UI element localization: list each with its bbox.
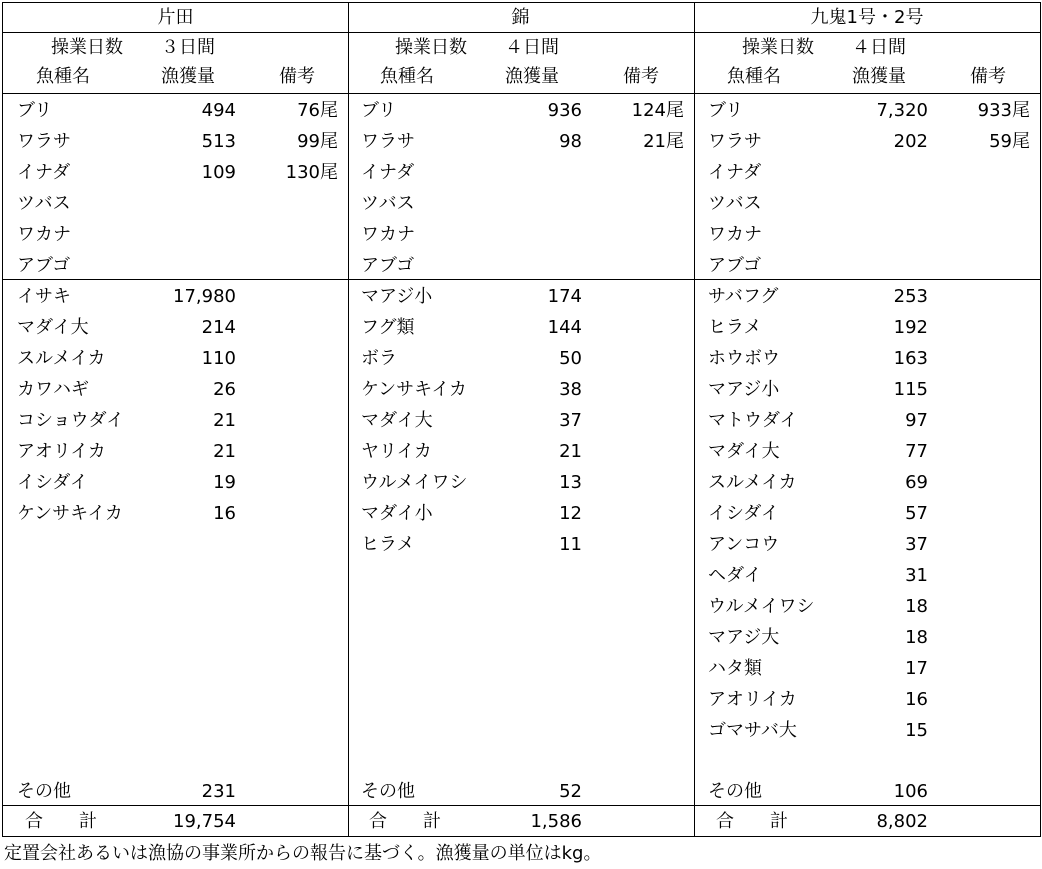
species-name: マアジ小 [708,379,780,400]
catch-amount: 494 [201,100,236,121]
catch-amount: 21 [559,441,582,462]
column-header-note: 備考 [623,66,659,87]
other-row [347,776,694,807]
catch-amount: 13 [559,472,582,493]
table-row [3,312,348,343]
species-name: ワカナ [361,224,415,245]
species-name: ワラサ [708,131,762,152]
catch-amount [492,250,582,281]
total-row [347,806,694,837]
other-amount: 52 [559,781,582,802]
remark: 21尾 [643,131,684,152]
catch-amount: 26 [213,379,236,400]
table-row [694,281,1040,312]
catch-amount: 202 [893,131,928,152]
table-row [694,219,1040,250]
catch-amount: 37 [905,534,928,555]
species-name: マアジ小 [361,286,433,307]
species-name: ヒラメ [361,534,415,555]
catch-amount: 21 [213,441,236,462]
table-row [347,219,694,250]
total-row [3,806,348,837]
operating-days-label: 操業日数 [742,37,814,58]
divider-line [694,93,1040,94]
catch-amount: 18 [905,627,928,648]
location-panel [2,2,349,837]
species-name: ヒラメ [708,317,762,338]
species-name: ウルメイワシ [361,472,468,493]
catch-amount: 17 [905,658,928,679]
catch-amount: 109 [201,162,236,183]
catch-amount: 69 [905,472,928,493]
catch-amount [838,219,928,250]
species-name: ケンサキイカ [361,379,467,400]
operating-days-value: ３日間 [161,37,215,58]
table-row [347,343,694,374]
table-row [694,343,1040,374]
table-row [3,374,348,405]
catch-amount: 253 [893,286,928,307]
species-name: ヘダイ [708,565,762,586]
remark [950,250,1030,281]
species-name: ツバス [708,193,762,214]
species-name: マダイ大 [361,410,433,431]
table-row [694,436,1040,467]
remark [950,219,1030,250]
total-amount: 19,754 [173,811,236,832]
catch-amount [492,188,582,219]
species-name: ヤリイカ [361,441,432,462]
species-name: アブゴ [17,255,71,276]
catch-amount [838,157,928,188]
total-label: 合 計 [716,811,788,832]
catch-amount: 936 [547,100,582,121]
catch-amount: 16 [213,503,236,524]
total-amount: 8,802 [876,811,928,832]
table-row [347,312,694,343]
total-label: 合 計 [369,811,441,832]
remark: 124尾 [631,100,684,121]
catch-amount: 12 [559,503,582,524]
catch-amount: 115 [893,379,928,400]
other-label: その他 [708,781,762,802]
table-row [3,219,348,250]
other-label: その他 [17,781,71,802]
catch-amount [146,219,236,250]
species-name: ブリ [361,100,397,121]
other-amount: 231 [201,781,236,802]
species-name: ホウボウ [708,348,780,369]
table-row [347,95,694,126]
table-row [347,498,694,529]
species-name: イナダ [708,162,762,183]
species-name: スルメイカ [708,472,797,493]
location-title: 九鬼1号・2号 [694,2,1040,33]
table-row [347,436,694,467]
table-row [694,95,1040,126]
table-row [694,405,1040,436]
operating-days-label: 操業日数 [51,37,123,58]
catch-amount [146,250,236,281]
table-row [3,157,348,188]
column-header-note: 備考 [279,66,315,87]
remark: 933尾 [977,100,1030,121]
location-title: 錦 [347,2,694,33]
table-row [3,281,348,312]
column-header-catch: 漁獲量 [161,66,215,87]
species-name: アブゴ [361,255,415,276]
catch-amount [492,219,582,250]
species-name: アブゴ [708,255,762,276]
species-name: ケンサキイカ [17,503,123,524]
column-header-species: 魚種名 [727,66,781,87]
remark [604,188,684,219]
species-name: マダイ大 [708,441,780,462]
table-row [694,684,1040,715]
species-name: イシダイ [708,503,779,524]
species-name: サバフグ [708,286,779,307]
catch-amount: 77 [905,441,928,462]
table-row [347,126,694,157]
catch-amount [838,188,928,219]
remark [258,219,338,250]
species-name: ボラ [361,348,397,369]
species-name: スルメイカ [17,348,106,369]
table-row [347,374,694,405]
species-name: ワカナ [17,224,71,245]
footnote: 定置会社あるいは漁協の事業所からの報告に基づく。漁獲量の単位はkg。 [4,843,602,864]
table-row [694,374,1040,405]
species-name: マダイ小 [361,503,433,524]
table-row [694,560,1040,591]
table-row [347,529,694,560]
catch-amount: 513 [201,131,236,152]
operating-days-value: ４日間 [505,37,559,58]
table-row [3,250,348,281]
other-row [694,776,1040,807]
table-row [694,312,1040,343]
catch-amount: 57 [905,503,928,524]
table-row [347,467,694,498]
table-row [694,250,1040,281]
column-header-catch: 漁獲量 [505,66,559,87]
remark: 76尾 [297,100,338,121]
table-row [694,498,1040,529]
species-name: ワラサ [361,131,415,152]
table-row [347,250,694,281]
column-header-note: 備考 [970,66,1006,87]
table-row [347,405,694,436]
species-name: ツバス [361,193,415,214]
table-row [3,188,348,219]
species-name: ウルメイワシ [708,596,815,617]
table-row [3,498,348,529]
remark [604,250,684,281]
species-name: ワカナ [708,224,762,245]
other-label: その他 [361,781,415,802]
species-name: イナダ [17,162,71,183]
table-row [694,622,1040,653]
catch-amount: 7,320 [876,100,928,121]
column-header-species: 魚種名 [380,66,434,87]
catch-amount: 110 [201,348,236,369]
remark: 130尾 [285,162,338,183]
operating-days-label: 操業日数 [395,37,467,58]
species-name: イサキ [17,286,71,307]
divider-line [347,93,694,94]
table-row [694,188,1040,219]
species-name: アオリイカ [17,441,106,462]
catch-amount: 97 [905,410,928,431]
species-name: フグ類 [361,317,415,338]
table-row [347,281,694,312]
remark [950,157,1030,188]
catch-amount [838,250,928,281]
catch-amount: 144 [547,317,582,338]
species-name: ゴマサバ大 [708,720,797,741]
species-name: アンコウ [708,534,780,555]
catch-amount: 17,980 [173,286,236,307]
species-name: ブリ [708,100,744,121]
table-row [694,126,1040,157]
table-row [347,157,694,188]
species-name: ツバス [17,193,71,214]
location-title: 片田 [3,2,348,33]
location-panel [347,2,695,837]
species-name: コショウダイ [17,410,125,431]
table-row [3,467,348,498]
table-row [347,188,694,219]
catch-amount: 174 [547,286,582,307]
species-name: イシダイ [17,472,88,493]
column-header-species: 魚種名 [36,66,90,87]
catch-amount [492,157,582,188]
catch-amount: 214 [201,317,236,338]
species-name: ハタ類 [708,658,762,679]
table-row [694,653,1040,684]
catch-amount: 16 [905,689,928,710]
remark [604,219,684,250]
total-row [694,806,1040,837]
catch-amount: 38 [559,379,582,400]
remark [950,188,1030,219]
total-amount: 1,586 [530,811,582,832]
species-name: アオリイカ [708,689,797,710]
catch-amount: 31 [905,565,928,586]
catch-amount: 163 [893,348,928,369]
species-name: マダイ大 [17,317,89,338]
species-name: ブリ [17,100,53,121]
catch-amount: 15 [905,720,928,741]
table-row [3,95,348,126]
column-header-catch: 漁獲量 [852,66,906,87]
table-row [3,126,348,157]
remark [604,157,684,188]
divider-line [3,93,348,94]
table-row [694,715,1040,746]
catch-amount: 192 [893,317,928,338]
table-row [694,467,1040,498]
species-name: ワラサ [17,131,71,152]
table-row [694,529,1040,560]
table-row [694,591,1040,622]
table-row [3,343,348,374]
catch-amount: 98 [559,131,582,152]
location-panel [694,2,1041,837]
table-row [3,436,348,467]
table-row [3,405,348,436]
catch-amount: 21 [213,410,236,431]
operating-days-value: ４日間 [852,37,906,58]
remark [258,188,338,219]
catch-amount: 18 [905,596,928,617]
other-amount: 106 [893,781,928,802]
table-bottom-border [2,836,1041,837]
species-name: イナダ [361,162,415,183]
catch-amount: 50 [559,348,582,369]
catch-amount [146,188,236,219]
catch-amount: 19 [213,472,236,493]
table-row [694,157,1040,188]
remark: 59尾 [989,131,1030,152]
species-name: マトウダイ [708,410,798,431]
species-name: マアジ大 [708,627,780,648]
catch-amount: 37 [559,410,582,431]
remark [258,250,338,281]
remark: 99尾 [297,131,338,152]
catch-amount: 11 [559,534,582,555]
total-label: 合 計 [25,811,97,832]
species-name: カワハギ [17,379,89,400]
other-row [3,776,348,807]
